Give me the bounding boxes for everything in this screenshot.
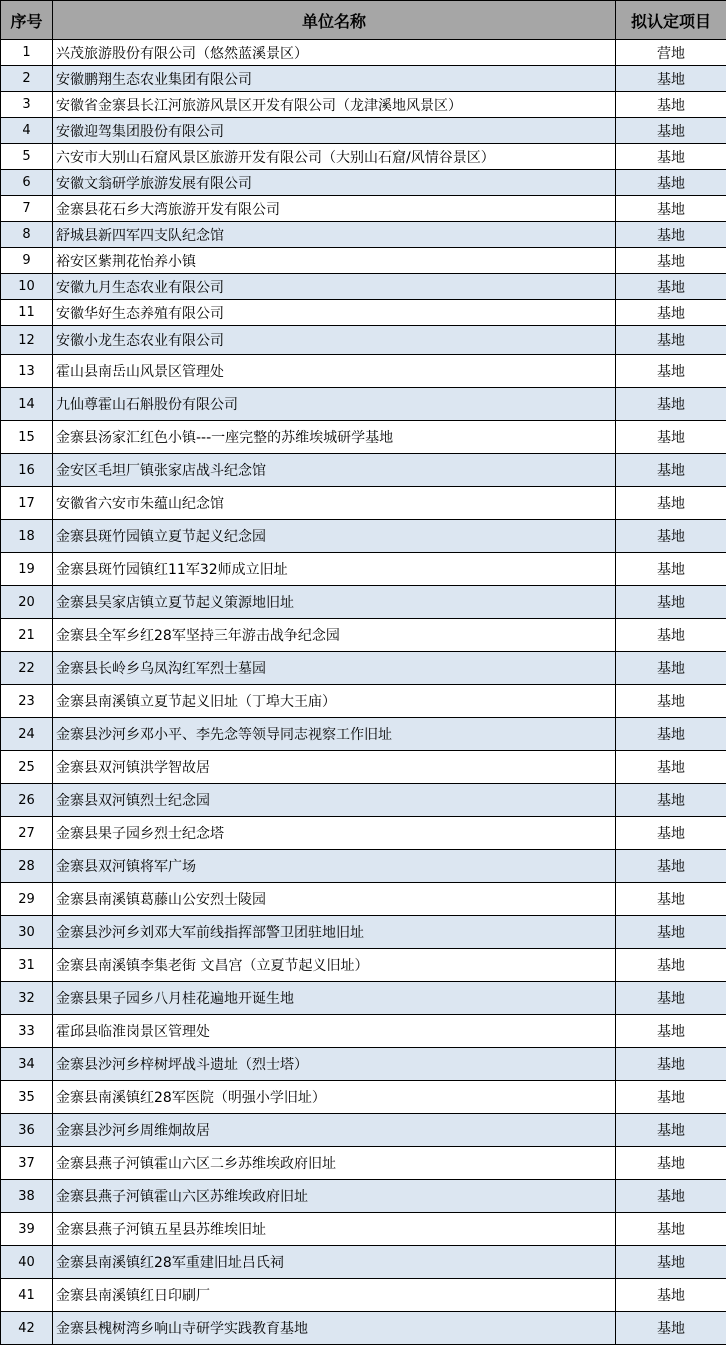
project-type-cell: 基地 — [616, 421, 726, 454]
project-type-cell: 基地 — [616, 170, 726, 196]
table-row — [1, 222, 726, 248]
row-index-cell: 37 — [1, 1147, 53, 1180]
project-type-cell: 基地 — [616, 1114, 726, 1147]
unit-name-cell: 金寨县沙河乡刘邓大军前线指挥部警卫团驻地旧址 — [53, 916, 616, 949]
unit-name-cell: 霍山县南岳山风景区管理处 — [53, 355, 616, 388]
project-type-cell: 基地 — [616, 92, 726, 118]
table-row — [1, 1246, 726, 1279]
row-index-cell: 30 — [1, 916, 53, 949]
project-type-cell: 基地 — [616, 1015, 726, 1048]
project-type-cell: 基地 — [616, 487, 726, 520]
row-index-cell: 24 — [1, 718, 53, 751]
table-row — [1, 916, 726, 949]
table-row — [1, 274, 726, 300]
unit-name-cell: 金寨县沙河乡梓树坪战斗遗址（烈士塔） — [53, 1048, 616, 1081]
project-type-cell: 基地 — [616, 326, 726, 355]
table-row — [1, 751, 726, 784]
row-index-cell: 10 — [1, 274, 53, 300]
row-index-cell: 21 — [1, 619, 53, 652]
table-row — [1, 1114, 726, 1147]
row-index-cell: 13 — [1, 355, 53, 388]
unit-name-cell: 安徽省金寨县长江河旅游风景区开发有限公司（龙津溪地风景区） — [53, 92, 616, 118]
table-row — [1, 40, 726, 66]
project-type-cell: 基地 — [616, 1312, 726, 1345]
row-index-cell: 1 — [1, 40, 53, 66]
unit-name-cell: 九仙尊霍山石斛股份有限公司 — [53, 388, 616, 421]
project-type-cell: 基地 — [616, 1246, 726, 1279]
unit-name-cell: 金寨县沙河乡周维炯故居 — [53, 1114, 616, 1147]
project-type-cell: 基地 — [616, 300, 726, 326]
table-row — [1, 718, 726, 751]
unit-name-cell: 金寨县双河镇洪学智故居 — [53, 751, 616, 784]
project-type-cell: 基地 — [616, 1147, 726, 1180]
unit-name-cell: 金寨县汤家汇红色小镇---一座完整的苏维埃城研学基地 — [53, 421, 616, 454]
project-type-cell: 基地 — [616, 66, 726, 92]
table-header-row — [1, 1, 726, 40]
project-type-cell: 基地 — [616, 388, 726, 421]
project-type-cell: 基地 — [616, 883, 726, 916]
unit-name-cell: 安徽文翁研学旅游发展有限公司 — [53, 170, 616, 196]
header-index: 序号 — [1, 1, 53, 40]
unit-name-cell: 金寨县南溪镇红28军医院（明强小学旧址） — [53, 1081, 616, 1114]
unit-name-cell: 金寨县沙河乡邓小平、李先念等领导同志视察工作旧址 — [53, 718, 616, 751]
project-type-cell: 基地 — [616, 652, 726, 685]
project-type-cell: 基地 — [616, 982, 726, 1015]
project-type-cell: 基地 — [616, 586, 726, 619]
row-index-cell: 15 — [1, 421, 53, 454]
project-type-cell: 基地 — [616, 274, 726, 300]
unit-name-cell: 金寨县南溪镇立夏节起义旧址（丁埠大王庙） — [53, 685, 616, 718]
table-row — [1, 685, 726, 718]
row-index-cell: 33 — [1, 1015, 53, 1048]
project-type-cell: 基地 — [616, 144, 726, 170]
unit-name-cell: 金寨县燕子河镇霍山六区二乡苏维埃政府旧址 — [53, 1147, 616, 1180]
unit-name-cell: 舒城县新四军四支队纪念馆 — [53, 222, 616, 248]
unit-name-cell: 金寨县燕子河镇霍山六区苏维埃政府旧址 — [53, 1180, 616, 1213]
unit-name-cell: 金寨县槐树湾乡响山寺研学实践教育基地 — [53, 1312, 616, 1345]
row-index-cell: 38 — [1, 1180, 53, 1213]
unit-name-cell: 安徽省六安市朱蕴山纪念馆 — [53, 487, 616, 520]
table-row — [1, 553, 726, 586]
unit-name-cell: 金寨县长岭乡乌凤沟红军烈士墓园 — [53, 652, 616, 685]
row-index-cell: 34 — [1, 1048, 53, 1081]
project-type-cell: 基地 — [616, 196, 726, 222]
unit-name-cell: 安徽华好生态养殖有限公司 — [53, 300, 616, 326]
row-index-cell: 19 — [1, 553, 53, 586]
table-row — [1, 1312, 726, 1345]
project-type-cell: 营地 — [616, 40, 726, 66]
row-index-cell: 40 — [1, 1246, 53, 1279]
table-row — [1, 652, 726, 685]
header-unit-name: 单位名称 — [53, 1, 616, 40]
header-project-type: 拟认定项目 — [616, 1, 726, 40]
row-index-cell: 9 — [1, 248, 53, 274]
unit-name-cell: 金寨县斑竹园镇立夏节起义纪念园 — [53, 520, 616, 553]
table-row — [1, 1213, 726, 1246]
table-row — [1, 1048, 726, 1081]
row-index-cell: 20 — [1, 586, 53, 619]
row-index-cell: 16 — [1, 454, 53, 487]
project-type-cell: 基地 — [616, 916, 726, 949]
table-row — [1, 883, 726, 916]
row-index-cell: 32 — [1, 982, 53, 1015]
project-type-cell: 基地 — [616, 118, 726, 144]
project-type-cell: 基地 — [616, 850, 726, 883]
row-index-cell: 22 — [1, 652, 53, 685]
table-row — [1, 66, 726, 92]
unit-name-cell: 裕安区紫荆花怡养小镇 — [53, 248, 616, 274]
table-row — [1, 388, 726, 421]
table-row — [1, 487, 726, 520]
unit-name-cell: 金寨县果子园乡八月桂花遍地开诞生地 — [53, 982, 616, 1015]
table-row — [1, 1279, 726, 1312]
row-index-cell: 41 — [1, 1279, 53, 1312]
project-type-cell: 基地 — [616, 1213, 726, 1246]
table-row — [1, 454, 726, 487]
row-index-cell: 42 — [1, 1312, 53, 1345]
unit-name-cell: 金寨县吴家店镇立夏节起义策源地旧址 — [53, 586, 616, 619]
project-type-cell: 基地 — [616, 355, 726, 388]
project-type-cell: 基地 — [616, 784, 726, 817]
project-type-cell: 基地 — [616, 553, 726, 586]
row-index-cell: 35 — [1, 1081, 53, 1114]
row-index-cell: 7 — [1, 196, 53, 222]
row-index-cell: 26 — [1, 784, 53, 817]
table-row — [1, 92, 726, 118]
row-index-cell: 4 — [1, 118, 53, 144]
row-index-cell: 36 — [1, 1114, 53, 1147]
row-index-cell: 14 — [1, 388, 53, 421]
unit-name-cell: 安徽九月生态农业有限公司 — [53, 274, 616, 300]
unit-name-cell: 金寨县南溪镇李集老街 文昌宫（立夏节起义旧址） — [53, 949, 616, 982]
project-type-cell: 基地 — [616, 817, 726, 850]
row-index-cell: 8 — [1, 222, 53, 248]
unit-name-cell: 金寨县果子园乡烈士纪念塔 — [53, 817, 616, 850]
table-row — [1, 355, 726, 388]
table-row — [1, 1081, 726, 1114]
table-row — [1, 118, 726, 144]
row-index-cell: 23 — [1, 685, 53, 718]
table-row — [1, 619, 726, 652]
table-row — [1, 982, 726, 1015]
table-row — [1, 1015, 726, 1048]
table-row — [1, 300, 726, 326]
table-row — [1, 1147, 726, 1180]
table-row — [1, 170, 726, 196]
table-body — [1, 40, 726, 1345]
table-row — [1, 949, 726, 982]
row-index-cell: 28 — [1, 850, 53, 883]
row-index-cell: 3 — [1, 92, 53, 118]
row-index-cell: 39 — [1, 1213, 53, 1246]
project-type-cell: 基地 — [616, 454, 726, 487]
unit-name-cell: 金寨县燕子河镇五星县苏维埃旧址 — [53, 1213, 616, 1246]
unit-name-cell: 金寨县双河镇烈士纪念园 — [53, 784, 616, 817]
unit-name-cell: 金寨县双河镇将军广场 — [53, 850, 616, 883]
row-index-cell: 17 — [1, 487, 53, 520]
table-row — [1, 817, 726, 850]
table-row — [1, 248, 726, 274]
unit-name-cell: 金寨县全军乡红28军坚持三年游击战争纪念园 — [53, 619, 616, 652]
table-row — [1, 784, 726, 817]
project-type-cell: 基地 — [616, 685, 726, 718]
row-index-cell: 29 — [1, 883, 53, 916]
project-type-cell: 基地 — [616, 520, 726, 553]
row-index-cell: 25 — [1, 751, 53, 784]
unit-name-cell: 金寨县斑竹园镇红11军32师成立旧址 — [53, 553, 616, 586]
unit-name-cell: 安徽迎驾集团股份有限公司 — [53, 118, 616, 144]
table-row — [1, 326, 726, 355]
unit-name-cell: 金寨县花石乡大湾旅游开发有限公司 — [53, 196, 616, 222]
project-type-cell: 基地 — [616, 1180, 726, 1213]
project-type-cell: 基地 — [616, 949, 726, 982]
unit-name-cell: 金寨县南溪镇葛藤山公安烈士陵园 — [53, 883, 616, 916]
row-index-cell: 2 — [1, 66, 53, 92]
table-row — [1, 520, 726, 553]
table-row — [1, 144, 726, 170]
table-row — [1, 850, 726, 883]
project-type-cell: 基地 — [616, 1279, 726, 1312]
project-type-cell: 基地 — [616, 1048, 726, 1081]
row-index-cell: 6 — [1, 170, 53, 196]
unit-name-cell: 安徽鹏翔生态农业集团有限公司 — [53, 66, 616, 92]
project-type-cell: 基地 — [616, 1081, 726, 1114]
unit-name-cell: 六安市大别山石窟风景区旅游开发有限公司（大别山石窟/风情谷景区） — [53, 144, 616, 170]
unit-name-cell: 兴茂旅游股份有限公司（悠然蓝溪景区） — [53, 40, 616, 66]
row-index-cell: 18 — [1, 520, 53, 553]
row-index-cell: 31 — [1, 949, 53, 982]
project-type-cell: 基地 — [616, 619, 726, 652]
unit-name-cell: 金安区毛坦厂镇张家店战斗纪念馆 — [53, 454, 616, 487]
row-index-cell: 12 — [1, 326, 53, 355]
unit-name-cell: 金寨县南溪镇红日印刷厂 — [53, 1279, 616, 1312]
table-row — [1, 1180, 726, 1213]
project-type-cell: 基地 — [616, 751, 726, 784]
unit-name-cell: 金寨县南溪镇红28军重建旧址吕氏祠 — [53, 1246, 616, 1279]
unit-name-cell: 安徽小龙生态农业有限公司 — [53, 326, 616, 355]
project-type-cell: 基地 — [616, 248, 726, 274]
unit-name-cell: 霍邱县临淮岗景区管理处 — [53, 1015, 616, 1048]
project-type-cell: 基地 — [616, 222, 726, 248]
table-row — [1, 421, 726, 454]
table-row — [1, 196, 726, 222]
row-index-cell: 27 — [1, 817, 53, 850]
project-type-cell: 基地 — [616, 718, 726, 751]
table-row — [1, 586, 726, 619]
row-index-cell: 5 — [1, 144, 53, 170]
row-index-cell: 11 — [1, 300, 53, 326]
